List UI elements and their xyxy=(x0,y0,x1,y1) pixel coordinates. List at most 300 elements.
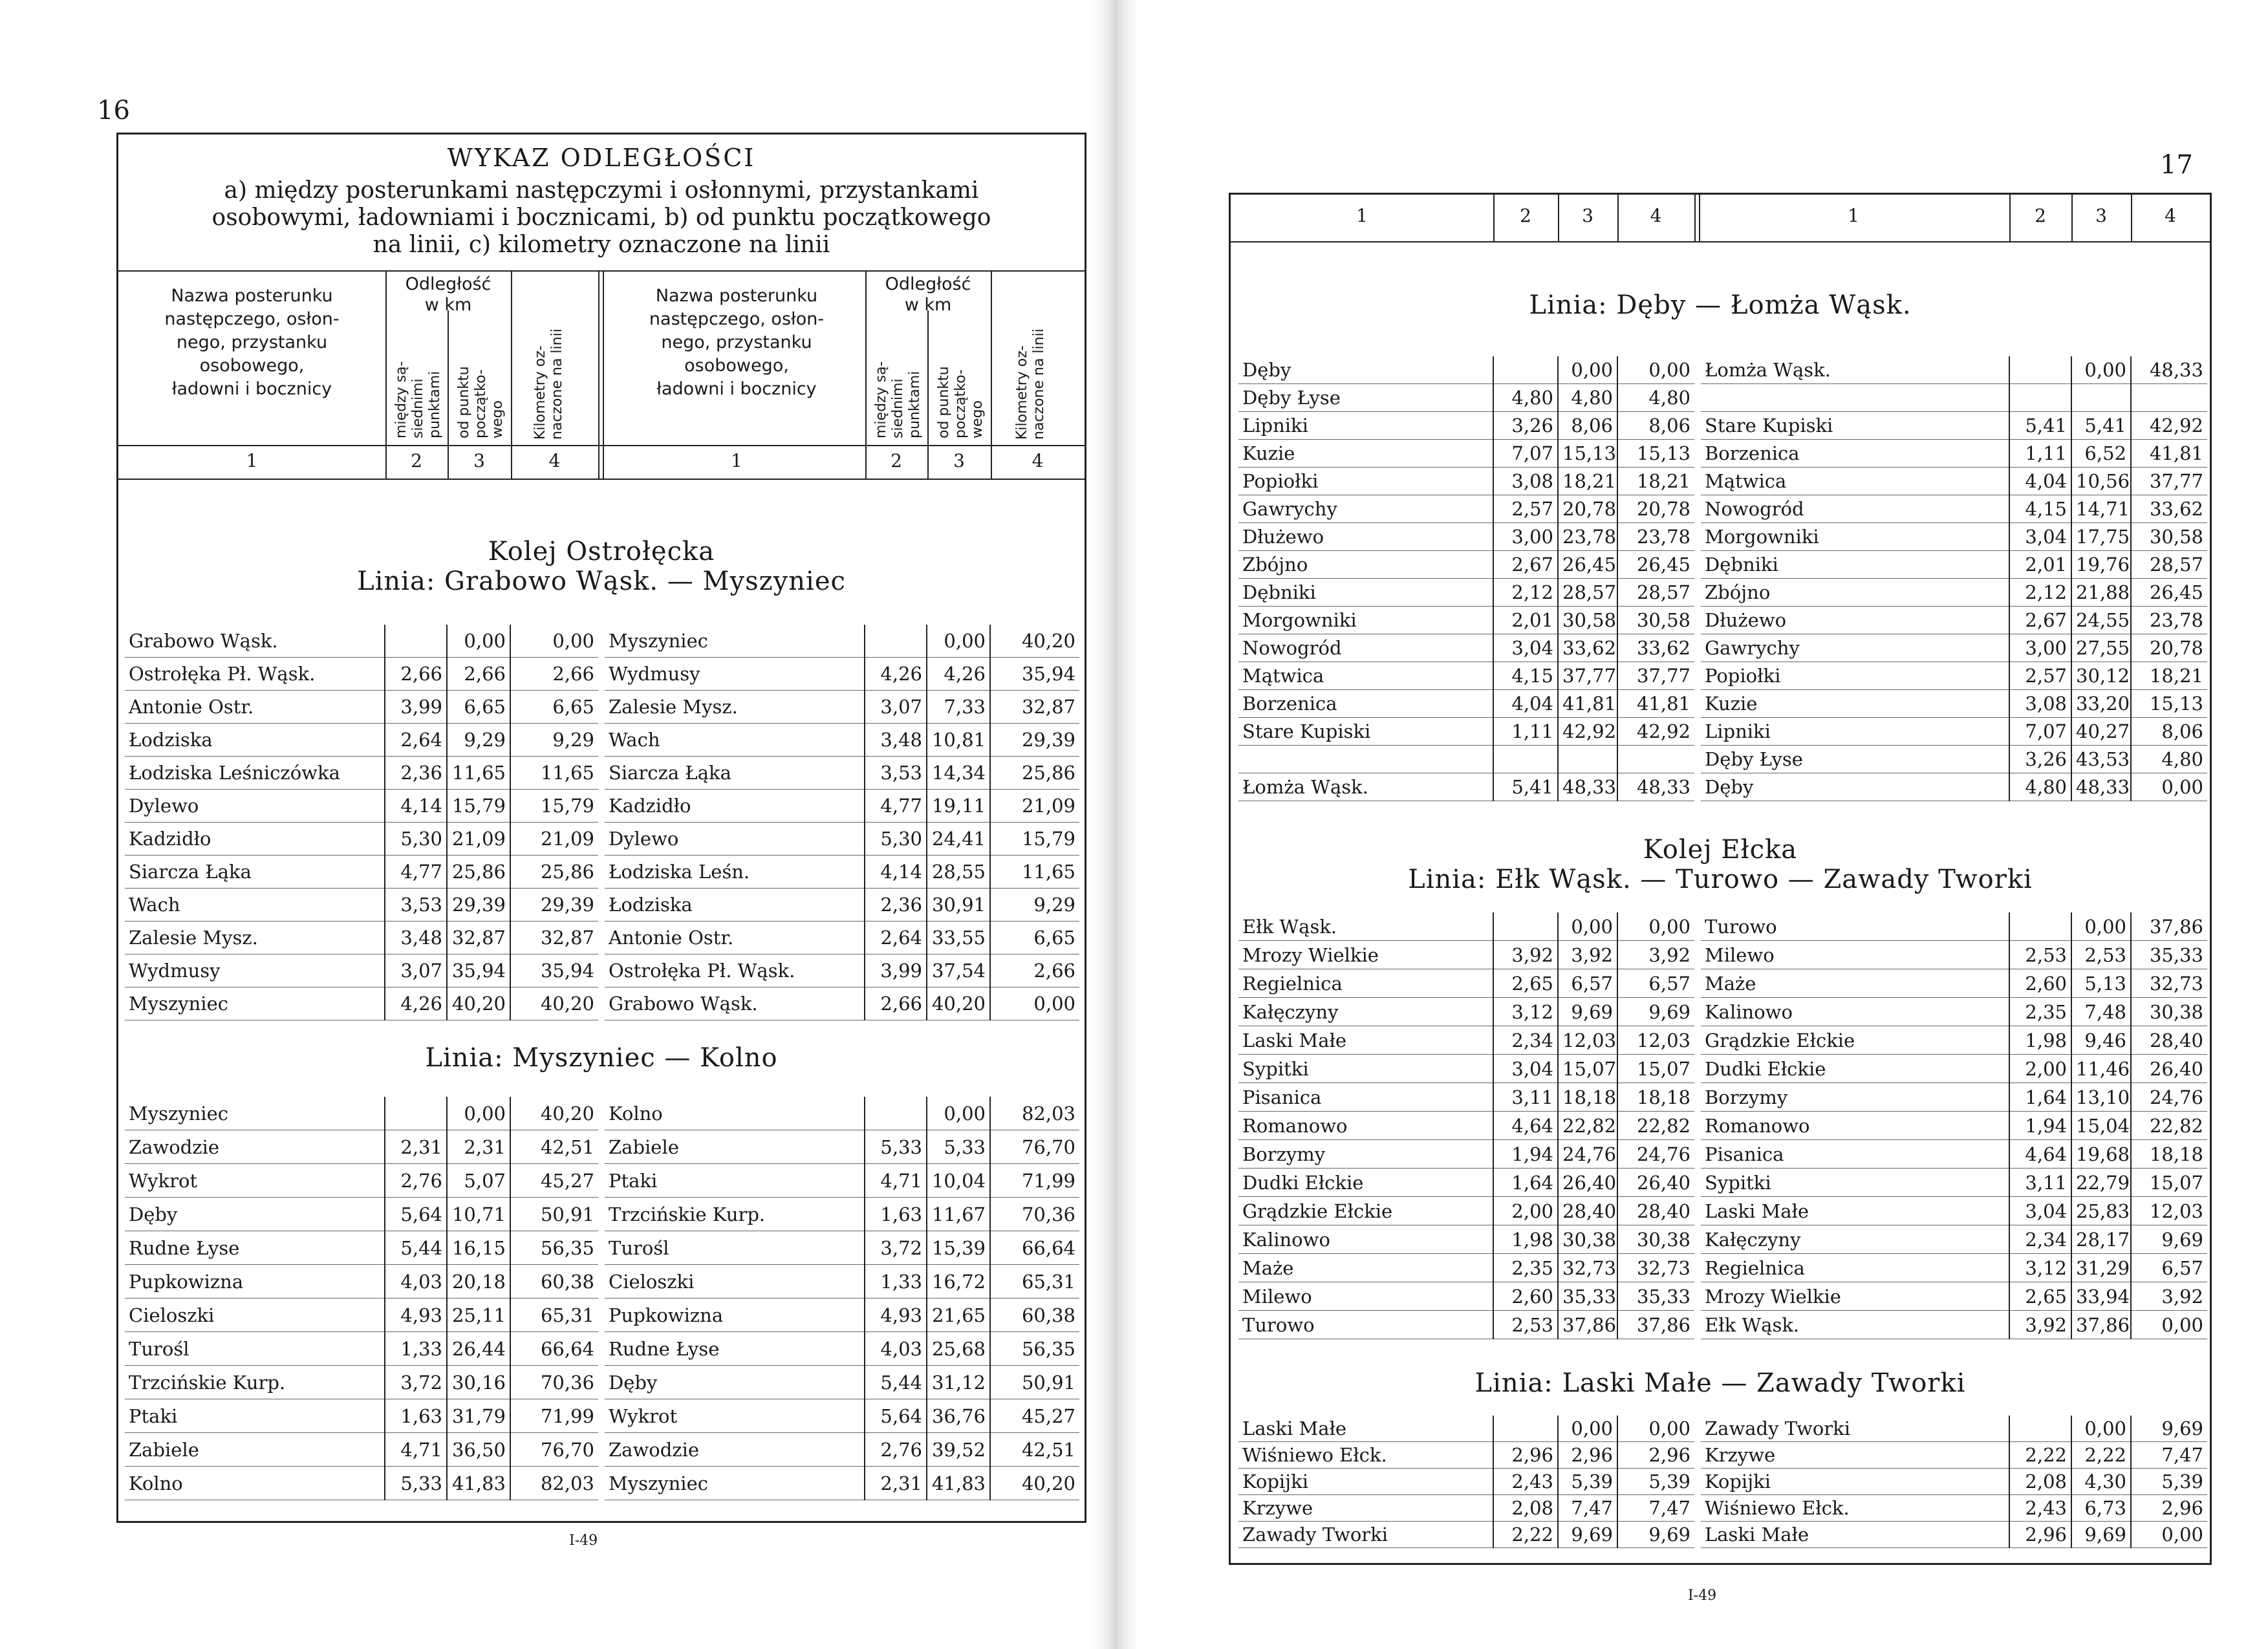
station-name: Ełk Wąsk. xyxy=(1701,1311,2009,1339)
table-row xyxy=(1701,412,2207,440)
distance-from-start: 26,40 xyxy=(1558,1169,1617,1197)
distance-between: 3,00 xyxy=(1493,523,1558,551)
marked-km: 33,62 xyxy=(1617,634,1694,662)
distance-between: 2,57 xyxy=(2009,662,2071,690)
distance-between: 4,77 xyxy=(865,790,927,823)
station-name: Lipniki xyxy=(1701,718,2009,746)
marked-km: 9,29 xyxy=(990,889,1079,921)
marked-km: 3,92 xyxy=(2131,1282,2207,1311)
station-name: Regielnica xyxy=(1238,969,1493,998)
marked-km: 42,92 xyxy=(2131,412,2207,440)
table-row xyxy=(1701,690,2207,718)
marked-km: 70,36 xyxy=(990,1198,1079,1231)
marked-km: 6,65 xyxy=(990,921,1079,954)
distance-from-start: 32,87 xyxy=(447,921,510,954)
marked-km: 32,73 xyxy=(1617,1254,1694,1282)
distance-from-start: 5,41 xyxy=(2071,412,2131,440)
distance-between: 4,80 xyxy=(1493,384,1558,412)
header-between-points: między są- siednimi punktami xyxy=(393,361,443,438)
distance-table xyxy=(1701,1416,2207,1548)
distance-between: 2,22 xyxy=(2009,1442,2071,1469)
distance-between: 2,12 xyxy=(2009,579,2071,607)
header-line: ładowni i bocznicy xyxy=(656,379,817,399)
marked-km: 30,38 xyxy=(1617,1225,1694,1254)
table-row xyxy=(1701,1112,2207,1140)
distance-between: 3,04 xyxy=(2009,1197,2071,1225)
marked-km: 8,06 xyxy=(1617,412,1694,440)
distance-between: 2,08 xyxy=(2009,1469,2071,1495)
distance-between: 2,64 xyxy=(865,921,927,954)
table-row xyxy=(1238,941,1694,969)
marked-km: 29,39 xyxy=(510,889,598,921)
col-number: 3 xyxy=(1582,205,1593,226)
left-page xyxy=(0,0,1093,1649)
col-number: 4 xyxy=(1031,450,1044,471)
marked-km: 28,57 xyxy=(1617,579,1694,607)
distance-from-start: 4,80 xyxy=(1558,384,1617,412)
table-row xyxy=(1238,607,1694,634)
table-row xyxy=(1238,1254,1694,1282)
distance-from-start: 25,68 xyxy=(927,1332,990,1366)
distance-between: 7,07 xyxy=(2009,718,2071,746)
distance-between: 3,26 xyxy=(2009,746,2071,773)
distance-between: 3,11 xyxy=(1493,1083,1558,1112)
station-name: Kopijki xyxy=(1701,1469,2009,1495)
distance-between: 3,08 xyxy=(2009,690,2071,718)
distance-list-frame xyxy=(1229,193,2212,1565)
distance-from-start: 41,81 xyxy=(1558,690,1617,718)
distance-from-start: 22,82 xyxy=(1558,1112,1617,1140)
station-name: Borzymy xyxy=(1238,1140,1493,1169)
distance-from-start: 10,81 xyxy=(927,724,990,757)
table-row xyxy=(1238,523,1694,551)
table-row xyxy=(1238,1112,1694,1140)
table-row xyxy=(1238,969,1694,998)
distance-from-start: 29,39 xyxy=(447,889,510,921)
table-row xyxy=(1701,746,2207,773)
table-row xyxy=(125,1467,598,1500)
station-name: Zawady Tworki xyxy=(1238,1522,1493,1548)
marked-km: 15,13 xyxy=(2131,690,2207,718)
distance-from-start: 30,38 xyxy=(1558,1225,1617,1254)
station-name: Łodziska Leśn. xyxy=(605,856,865,889)
table-row xyxy=(1238,662,1694,690)
table-row xyxy=(605,691,1079,724)
distance-between: 2,60 xyxy=(2009,969,2071,998)
marked-km: 12,03 xyxy=(1617,1026,1694,1055)
description-line: osobowymi, ładowniami i bocznicami, b) od punktu początkowego xyxy=(211,204,991,231)
distance-between: 2,64 xyxy=(385,724,447,757)
marked-km: 66,64 xyxy=(510,1332,598,1366)
distance-from-start: 11,65 xyxy=(447,757,510,790)
distance-from-start: 10,71 xyxy=(447,1198,510,1231)
station-name: Gawrychy xyxy=(1238,495,1493,523)
distance-between: 1,98 xyxy=(2009,1026,2071,1055)
marked-km: 65,31 xyxy=(510,1299,598,1332)
distance-from-start: 3,92 xyxy=(1558,941,1617,969)
marked-km: 35,33 xyxy=(1617,1282,1694,1311)
distance-between: 1,11 xyxy=(2009,440,2071,468)
distance-between: 2,65 xyxy=(1493,969,1558,998)
marked-km: 11,65 xyxy=(510,757,598,790)
distance-between: 3,53 xyxy=(385,889,447,921)
distance-from-start: 2,53 xyxy=(2071,941,2131,969)
station-name: Dębniki xyxy=(1701,551,2009,579)
header-line: w km xyxy=(904,295,952,315)
distance-between: 3,26 xyxy=(1493,412,1558,440)
table-row xyxy=(605,757,1079,790)
station-name: Antonie Ostr. xyxy=(605,921,865,954)
station-name: Zalesie Mysz. xyxy=(125,921,385,954)
table-row xyxy=(1701,773,2207,801)
distance-from-start: 31,79 xyxy=(447,1399,510,1433)
distance-from-start: 0,00 xyxy=(447,625,510,658)
station-name xyxy=(1238,746,1493,773)
distance-between: 3,11 xyxy=(2009,1169,2071,1197)
distance-between: 3,48 xyxy=(865,724,927,757)
marked-km: 60,38 xyxy=(990,1299,1079,1332)
distance-between: 4,80 xyxy=(2009,773,2071,801)
distance-from-start: 5,07 xyxy=(447,1164,510,1198)
marked-km: 71,99 xyxy=(510,1399,598,1433)
station-name: Zawady Tworki xyxy=(1701,1416,2009,1442)
table-row xyxy=(125,1433,598,1467)
distance-from-start: 5,33 xyxy=(927,1130,990,1164)
distance-between: 1,94 xyxy=(1493,1140,1558,1169)
distance-from-start: 14,71 xyxy=(2071,495,2131,523)
distance-from-start: 4,26 xyxy=(927,658,990,691)
station-name: Nowogród xyxy=(1701,495,2009,523)
table-row xyxy=(125,1198,598,1231)
table-row xyxy=(125,790,598,823)
marked-km: 20,78 xyxy=(1617,495,1694,523)
marked-km: 70,36 xyxy=(510,1366,598,1399)
table-row xyxy=(1238,1495,1694,1522)
distance-from-start: 27,55 xyxy=(2071,634,2131,662)
marked-km: 48,33 xyxy=(2131,356,2207,384)
distance-between: 2,96 xyxy=(1493,1442,1558,1469)
distance-from-start: 22,79 xyxy=(2071,1169,2131,1197)
station-name: Grabowo Wąsk. xyxy=(125,625,385,658)
distance-between: 4,04 xyxy=(1493,690,1558,718)
station-name: Romanowo xyxy=(1238,1112,1493,1140)
marked-km: 9,69 xyxy=(2131,1225,2207,1254)
distance-from-start: 28,40 xyxy=(1558,1197,1617,1225)
station-name: Dęby xyxy=(1701,773,2009,801)
marked-km: 12,03 xyxy=(2131,1197,2207,1225)
marked-km: 40,20 xyxy=(990,625,1079,658)
station-name: Wiśniewo Ełck. xyxy=(1701,1495,2009,1522)
table-row xyxy=(1238,1416,1694,1442)
distance-from-start: 5,39 xyxy=(1558,1469,1617,1495)
station-name: Siarcza Łąka xyxy=(125,856,385,889)
header-from-start: od punktu początko- wego xyxy=(456,366,506,438)
station-name: Zabiele xyxy=(605,1130,865,1164)
distance-between: 2,35 xyxy=(2009,998,2071,1026)
station-name: Laski Małe xyxy=(1238,1026,1493,1055)
marked-km: 30,58 xyxy=(2131,523,2207,551)
table-row xyxy=(605,1399,1079,1433)
table-row xyxy=(605,1265,1079,1299)
distance-table xyxy=(605,625,1079,1020)
header-distance xyxy=(865,274,991,316)
distance-between: 3,12 xyxy=(1493,998,1558,1026)
distance-between: 2,31 xyxy=(385,1130,447,1164)
marked-km: 18,21 xyxy=(2131,662,2207,690)
header-from-start: od punktu początko- wego xyxy=(936,366,986,438)
distance-from-start: 30,16 xyxy=(447,1366,510,1399)
marked-km: 18,18 xyxy=(1617,1083,1694,1112)
distance-from-start: 20,78 xyxy=(1558,495,1617,523)
table-row xyxy=(1238,579,1694,607)
document-title: WYKAZ ODLEGŁOŚCI xyxy=(447,144,756,172)
table-row xyxy=(1701,1416,2207,1442)
marked-km: 40,20 xyxy=(990,1467,1079,1500)
station-name: Zalesie Mysz. xyxy=(605,691,865,724)
station-name: Antonie Ostr. xyxy=(125,691,385,724)
station-name: Kadzidło xyxy=(605,790,865,823)
distance-between: 3,07 xyxy=(865,691,927,724)
marked-km: 0,00 xyxy=(2131,773,2207,801)
distance-between: 2,35 xyxy=(1493,1254,1558,1282)
distance-from-start: 18,18 xyxy=(1558,1083,1617,1112)
marked-km xyxy=(1617,746,1694,773)
marked-km: 50,91 xyxy=(510,1198,598,1231)
distance-from-start: 13,10 xyxy=(2071,1083,2131,1112)
distance-from-start: 21,09 xyxy=(447,823,510,856)
header-line: następczego, osłon- xyxy=(649,309,825,329)
marked-km: 26,40 xyxy=(1617,1169,1694,1197)
distance-from-start: 16,15 xyxy=(447,1231,510,1265)
station-name: Zabiele xyxy=(125,1433,385,1467)
section-heading xyxy=(1231,835,2210,894)
distance-from-start: 15,13 xyxy=(1558,440,1617,468)
distance-between xyxy=(2009,912,2071,941)
station-name: Cieloszki xyxy=(605,1265,865,1299)
table-row xyxy=(605,1433,1079,1467)
distance-between: 1,98 xyxy=(1493,1225,1558,1254)
table-row xyxy=(1238,1311,1694,1339)
station-name: Dylewo xyxy=(605,823,865,856)
table-row xyxy=(605,954,1079,987)
section-heading xyxy=(118,1043,1085,1073)
distance-between: 2,00 xyxy=(2009,1055,2071,1083)
distance-from-start: 30,91 xyxy=(927,889,990,921)
header-distance xyxy=(385,274,511,316)
table-row xyxy=(605,790,1079,823)
description-line: na linii, c) kilometry oznaczone na linii xyxy=(373,232,830,258)
marked-km: 2,96 xyxy=(1617,1442,1694,1469)
marked-km: 40,20 xyxy=(510,1097,598,1130)
table-row xyxy=(1238,384,1694,412)
marked-km: 35,33 xyxy=(2131,941,2207,969)
distance-from-start: 18,21 xyxy=(1558,468,1617,495)
distance-table xyxy=(1238,1416,1694,1548)
table-row xyxy=(605,724,1079,757)
header-line: następczego, osłon- xyxy=(164,309,340,329)
distance-from-start: 0,00 xyxy=(1558,1416,1617,1442)
distance-between: 2,67 xyxy=(2009,607,2071,634)
station-name: Mątwica xyxy=(1238,662,1493,690)
distance-between: 2,76 xyxy=(865,1433,927,1467)
station-name: Stare Kupiski xyxy=(1238,718,1493,746)
marked-km: 45,27 xyxy=(510,1164,598,1198)
header-between-points: między są- siednimi punktami xyxy=(873,361,923,438)
distance-from-start: 0,00 xyxy=(2071,912,2131,941)
col-number: 4 xyxy=(1650,205,1662,226)
marked-km: 4,80 xyxy=(2131,746,2207,773)
col-number: 3 xyxy=(953,450,965,471)
station-name: Borzenica xyxy=(1238,690,1493,718)
table-row xyxy=(605,823,1079,856)
table-row xyxy=(1238,440,1694,468)
distance-from-start: 35,33 xyxy=(1558,1282,1617,1311)
station-name: Dylewo xyxy=(125,790,385,823)
table-row xyxy=(605,625,1079,658)
distance-from-start: 7,48 xyxy=(2071,998,2131,1026)
header-line: Odległość xyxy=(405,274,491,294)
station-name: Zbójno xyxy=(1701,579,2009,607)
table-row xyxy=(1238,1442,1694,1469)
distance-from-start: 37,86 xyxy=(2071,1311,2131,1339)
distance-from-start: 15,39 xyxy=(927,1231,990,1265)
table-row xyxy=(125,987,598,1020)
distance-from-start: 15,07 xyxy=(1558,1055,1617,1083)
station-name: Kalinowo xyxy=(1238,1225,1493,1254)
distance-from-start: 41,83 xyxy=(447,1467,510,1500)
distance-between: 2,00 xyxy=(1493,1197,1558,1225)
table-row xyxy=(125,1097,598,1130)
distance-between: 2,43 xyxy=(1493,1469,1558,1495)
column-header xyxy=(118,270,1085,480)
marked-km: 6,65 xyxy=(510,691,598,724)
station-name: Wiśniewo Ełck. xyxy=(1238,1442,1493,1469)
table-row xyxy=(125,1164,598,1198)
distance-from-start: 48,33 xyxy=(2071,773,2131,801)
distance-between: 5,30 xyxy=(865,823,927,856)
marked-km: 42,92 xyxy=(1617,718,1694,746)
line-name: Linia: Ełk Wąsk. — Turowo — Zawady Tworki xyxy=(1408,865,2033,894)
marked-km: 21,09 xyxy=(990,790,1079,823)
table-row xyxy=(1238,495,1694,523)
table-row xyxy=(1238,912,1694,941)
distance-from-start: 28,17 xyxy=(2071,1225,2131,1254)
marked-km: 24,76 xyxy=(2131,1083,2207,1112)
distance-from-start: 2,22 xyxy=(2071,1442,2131,1469)
table-row xyxy=(1701,1169,2207,1197)
distance-from-start: 25,11 xyxy=(447,1299,510,1332)
table-row xyxy=(125,889,598,921)
marked-km: 33,62 xyxy=(2131,495,2207,523)
station-name: Wach xyxy=(125,889,385,921)
table-row xyxy=(605,1231,1079,1265)
col-number: 1 xyxy=(246,450,258,471)
distance-between: 2,12 xyxy=(1493,579,1558,607)
distance-between xyxy=(2009,1416,2071,1442)
table-row xyxy=(1701,1140,2207,1169)
distance-from-start: 21,88 xyxy=(2071,579,2131,607)
table-row xyxy=(125,921,598,954)
marked-km: 6,57 xyxy=(1617,969,1694,998)
station-name: Ostrołęka Pł. Wąsk. xyxy=(125,658,385,691)
station-name: Krzywe xyxy=(1701,1442,2009,1469)
station-name xyxy=(1701,384,2009,412)
distance-from-start: 36,76 xyxy=(927,1399,990,1433)
station-name: Mątwica xyxy=(1701,468,2009,495)
distance-between xyxy=(1493,1416,1558,1442)
distance-from-start: 17,75 xyxy=(2071,523,2131,551)
header-station-name xyxy=(118,285,385,401)
table-row xyxy=(1701,579,2207,607)
marked-km: 0,00 xyxy=(2131,1522,2207,1548)
table-row xyxy=(1701,523,2207,551)
distance-between: 4,04 xyxy=(2009,468,2071,495)
table-row xyxy=(1701,1442,2207,1469)
marked-km xyxy=(2131,384,2207,412)
marked-km: 4,80 xyxy=(1617,384,1694,412)
distance-between: 3,12 xyxy=(2009,1254,2071,1282)
distance-from-start: 42,92 xyxy=(1558,718,1617,746)
distance-between: 3,48 xyxy=(385,921,447,954)
distance-from-start: 8,06 xyxy=(1558,412,1617,440)
distance-from-start: 5,13 xyxy=(2071,969,2131,998)
distance-from-start: 6,57 xyxy=(1558,969,1617,998)
distance-from-start: 30,58 xyxy=(1558,607,1617,634)
distance-list-frame xyxy=(116,133,1086,1523)
station-name: Siarcza Łąka xyxy=(605,757,865,790)
distance-table xyxy=(1238,912,1694,1339)
distance-between: 4,93 xyxy=(385,1299,447,1332)
distance-between: 3,04 xyxy=(1493,634,1558,662)
distance-from-start: 0,00 xyxy=(927,625,990,658)
header-line: osobowego, xyxy=(684,356,789,376)
station-name: Turośl xyxy=(125,1332,385,1366)
marked-km: 32,87 xyxy=(510,921,598,954)
marked-km: 15,07 xyxy=(2131,1169,2207,1197)
distance-between: 2,53 xyxy=(2009,941,2071,969)
distance-between: 4,03 xyxy=(865,1332,927,1366)
distance-between: 4,03 xyxy=(385,1265,447,1299)
line-name: Linia: Grabowo Wąsk. — Myszyniec xyxy=(357,566,846,596)
station-name: Ostrołęka Pł. Wąsk. xyxy=(605,954,865,987)
station-name: Mrozy Wielkie xyxy=(1701,1282,2009,1311)
distance-from-start: 30,12 xyxy=(2071,662,2131,690)
distance-between: 2,36 xyxy=(865,889,927,921)
distance-table xyxy=(125,625,598,1020)
distance-from-start xyxy=(2071,384,2131,412)
station-name: Kałęczyny xyxy=(1238,998,1493,1026)
station-name: Kałęczyny xyxy=(1701,1225,2009,1254)
marked-km: 37,77 xyxy=(2131,468,2207,495)
distance-between xyxy=(1493,746,1558,773)
table-row xyxy=(1701,1055,2207,1083)
table-row xyxy=(125,1231,598,1265)
col-number: 4 xyxy=(2165,205,2176,226)
distance-from-start: 10,04 xyxy=(927,1164,990,1198)
table-row xyxy=(1238,412,1694,440)
distance-between: 2,01 xyxy=(2009,551,2071,579)
station-name: Wydmusy xyxy=(125,954,385,987)
marked-km: 66,64 xyxy=(990,1231,1079,1265)
table-row xyxy=(1701,440,2207,468)
station-name: Kolno xyxy=(125,1467,385,1500)
distance-from-start: 0,00 xyxy=(927,1097,990,1130)
distance-between: 3,72 xyxy=(865,1231,927,1265)
right-page xyxy=(1138,0,2268,1649)
station-name: Ptaki xyxy=(125,1399,385,1433)
distance-between: 2,34 xyxy=(1493,1026,1558,1055)
table-row xyxy=(1701,1197,2207,1225)
